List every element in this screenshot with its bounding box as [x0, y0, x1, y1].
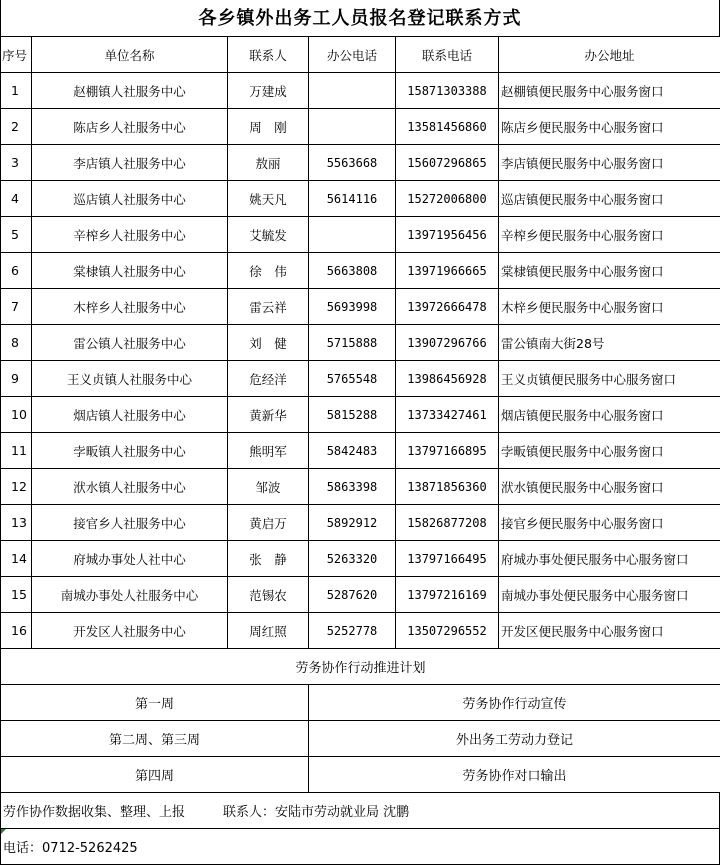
cell-office-phone[interactable]: 5863398	[309, 469, 396, 505]
cell-contact[interactable]: 敖丽	[228, 145, 309, 181]
cell-address[interactable]: 开发区便民服务中心服务窗口	[499, 613, 720, 649]
header-unit[interactable]: 单位名称	[32, 37, 228, 73]
cell-office-phone[interactable]: 5715888	[309, 325, 396, 361]
cell-unit[interactable]: 木梓乡人社服务中心	[32, 289, 228, 325]
cell-index[interactable]: 13	[1, 505, 32, 541]
cell-unit[interactable]: 巡店镇人社服务中心	[32, 181, 228, 217]
cell-index[interactable]: 1	[1, 73, 32, 109]
cell-address[interactable]: 雷公镇南大街28号	[499, 325, 720, 361]
table-row	[1, 541, 720, 577]
cell-contact[interactable]: 张 静	[228, 541, 309, 577]
cell-address[interactable]: 王义贞镇便民服务中心服务窗口	[499, 361, 720, 397]
footer-phone-row	[1, 829, 720, 865]
cell-mobile[interactable]: 15871303388	[396, 73, 499, 109]
comment-marker-icon	[1, 829, 6, 834]
table-row	[1, 253, 720, 289]
plan-week[interactable]: 第二周、第三周	[1, 721, 309, 757]
plan-table	[0, 648, 720, 793]
cell-office-phone[interactable]: 5693998	[309, 289, 396, 325]
header-index[interactable]: 序号	[1, 37, 32, 73]
header-row	[1, 37, 720, 73]
cell-index[interactable]: 4	[1, 181, 32, 217]
cell-contact[interactable]: 黄启万	[228, 505, 309, 541]
table-row	[1, 181, 720, 217]
cell-office-phone[interactable]: 5614116	[309, 181, 396, 217]
cell-unit[interactable]: 孛畈镇人社服务中心	[32, 433, 228, 469]
header-office-phone[interactable]: 办公电话	[309, 37, 396, 73]
cell-contact[interactable]: 姚天凡	[228, 181, 309, 217]
cell-mobile[interactable]: 13507296552	[396, 613, 499, 649]
contact-table	[0, 36, 720, 649]
cell-mobile[interactable]: 13797166895	[396, 433, 499, 469]
header-contact[interactable]: 联系人	[228, 37, 309, 73]
cell-contact[interactable]: 熊明军	[228, 433, 309, 469]
cell-unit[interactable]: 赵棚镇人社服务中心	[32, 73, 228, 109]
cell-unit[interactable]: 雷公镇人社服务中心	[32, 325, 228, 361]
footer-table	[0, 792, 720, 865]
plan-row	[1, 757, 720, 793]
cell-contact[interactable]: 黄新华	[228, 397, 309, 433]
cell-mobile[interactable]: 13971966665	[396, 253, 499, 289]
cell-contact[interactable]: 徐 伟	[228, 253, 309, 289]
plan-task[interactable]: 劳务协作行动宣传	[309, 685, 720, 721]
cell-address[interactable]: 李店镇便民服务中心服务窗口	[499, 145, 720, 181]
table-row	[1, 613, 720, 649]
cell-unit[interactable]: 府城办事处人社中心	[32, 541, 228, 577]
cell-contact[interactable]: 艾毓发	[228, 217, 309, 253]
cell-contact[interactable]: 雷云祥	[228, 289, 309, 325]
footer-contact: 联系人：安陆市劳动就业局 沈鹏	[223, 805, 410, 820]
cell-address[interactable]: 洑水镇便民服务中心服务窗口	[499, 469, 720, 505]
cell-address[interactable]: 接官乡便民服务中心服务窗口	[499, 505, 720, 541]
cell-unit[interactable]: 接官乡人社服务中心	[32, 505, 228, 541]
header-mobile[interactable]: 联系电话	[396, 37, 499, 73]
plan-week[interactable]: 第一周	[1, 685, 309, 721]
cell-address[interactable]: 辛榨乡便民服务中心服务窗口	[499, 217, 720, 253]
cell-index[interactable]: 10	[1, 397, 32, 433]
table-row	[1, 217, 720, 253]
cell-mobile[interactable]: 15826877208	[396, 505, 499, 541]
cell-office-phone[interactable]: 5663808	[309, 253, 396, 289]
table-row	[1, 361, 720, 397]
cell-unit[interactable]: 辛榨乡人社服务中心	[32, 217, 228, 253]
cell-mobile[interactable]: 13907296766	[396, 325, 499, 361]
footer-contact-row	[1, 793, 720, 829]
sheet-title: 各乡镇外出务工人员报名登记联系方式	[0, 0, 720, 36]
cell-address[interactable]: 陈店乡便民服务中心服务窗口	[499, 109, 720, 145]
cell-office-phone[interactable]: 5842483	[309, 433, 396, 469]
plan-task[interactable]: 外出务工劳动力登记	[309, 721, 720, 757]
cell-address[interactable]: 木梓乡便民服务中心服务窗口	[499, 289, 720, 325]
cell-contact[interactable]: 周 刚	[228, 109, 309, 145]
cell-index[interactable]: 16	[1, 613, 32, 649]
cell-mobile[interactable]: 13797216169	[396, 577, 499, 613]
cell-unit[interactable]: 棠棣镇人社服务中心	[32, 253, 228, 289]
table-row	[1, 73, 720, 109]
table-row	[1, 397, 720, 433]
table-row	[1, 505, 720, 541]
cell-address[interactable]: 赵棚镇便民服务中心服务窗口	[499, 73, 720, 109]
footer-contact-cell[interactable]	[1, 793, 720, 829]
cell-unit[interactable]: 李店镇人社服务中心	[32, 145, 228, 181]
cell-office-phone[interactable]: 5287620	[309, 577, 396, 613]
cell-mobile[interactable]: 15272006800	[396, 181, 499, 217]
cell-office-phone[interactable]	[309, 73, 396, 109]
cell-unit[interactable]: 南城办事处人社服务中心	[32, 577, 228, 613]
cell-index[interactable]: 15	[1, 577, 32, 613]
plan-task[interactable]: 劳务协作对口输出	[309, 757, 720, 793]
cell-index[interactable]: 12	[1, 469, 32, 505]
cell-contact[interactable]: 范锡农	[228, 577, 309, 613]
cell-index[interactable]: 3	[1, 145, 32, 181]
table-row	[1, 109, 720, 145]
cell-index[interactable]: 14	[1, 541, 32, 577]
footer-phone-cell[interactable]	[1, 829, 720, 865]
cell-unit[interactable]: 开发区人社服务中心	[32, 613, 228, 649]
table-row	[1, 325, 720, 361]
cell-mobile[interactable]: 13871856360	[396, 469, 499, 505]
cell-address[interactable]: 烟店镇便民服务中心服务窗口	[499, 397, 720, 433]
cell-address[interactable]: 府城办事处便民服务中心服务窗口	[499, 541, 720, 577]
header-address[interactable]: 办公地址	[499, 37, 720, 73]
cell-address[interactable]: 南城办事处便民服务中心服务窗口	[499, 577, 720, 613]
cell-index[interactable]: 11	[1, 433, 32, 469]
cell-mobile[interactable]: 15607296865	[396, 145, 499, 181]
table-row	[1, 469, 720, 505]
plan-row	[1, 685, 720, 721]
cell-office-phone[interactable]: 5892912	[309, 505, 396, 541]
cell-mobile[interactable]: 13986456928	[396, 361, 499, 397]
cell-address[interactable]: 孛畈镇便民服务中心服务窗口	[499, 433, 720, 469]
cell-unit[interactable]: 陈店乡人社服务中心	[32, 109, 228, 145]
table-row	[1, 289, 720, 325]
footer-data-task: 劳作协作数据收集、整理、上报	[3, 805, 186, 820]
cell-contact[interactable]: 周红照	[228, 613, 309, 649]
cell-index[interactable]: 9	[1, 361, 32, 397]
cell-index[interactable]: 6	[1, 253, 32, 289]
cell-office-phone[interactable]: 5815288	[309, 397, 396, 433]
cell-contact[interactable]: 刘 健	[228, 325, 309, 361]
cell-office-phone[interactable]	[309, 109, 396, 145]
cell-mobile[interactable]: 13972666478	[396, 289, 499, 325]
cell-mobile[interactable]: 13971956456	[396, 217, 499, 253]
cell-index[interactable]: 7	[1, 289, 32, 325]
cell-index[interactable]: 5	[1, 217, 32, 253]
cell-unit[interactable]: 王义贞镇人社服务中心	[32, 361, 228, 397]
cell-office-phone[interactable]: 5765548	[309, 361, 396, 397]
cell-contact[interactable]: 万建成	[228, 73, 309, 109]
cell-contact[interactable]: 邹波	[228, 469, 309, 505]
cell-address[interactable]: 棠棣镇便民服务中心服务窗口	[499, 253, 720, 289]
table-row	[1, 145, 720, 181]
cell-office-phone[interactable]: 5563668	[309, 145, 396, 181]
cell-index[interactable]: 2	[1, 109, 32, 145]
cell-contact[interactable]: 危经洋	[228, 361, 309, 397]
plan-row	[1, 721, 720, 757]
plan-title-row	[1, 649, 720, 685]
cell-office-phone[interactable]: 5252778	[309, 613, 396, 649]
cell-unit[interactable]: 烟店镇人社服务中心	[32, 397, 228, 433]
cell-mobile[interactable]: 13733427461	[396, 397, 499, 433]
footer-phone: 电话：0712-5262425	[3, 841, 138, 856]
plan-week[interactable]: 第四周	[1, 757, 309, 793]
table-row	[1, 577, 720, 613]
cell-mobile[interactable]: 13797166495	[396, 541, 499, 577]
cell-mobile[interactable]: 13581456860	[396, 109, 499, 145]
cell-office-phone[interactable]: 5263320	[309, 541, 396, 577]
plan-title[interactable]: 劳务协作行动推进计划	[1, 649, 720, 685]
cell-office-phone[interactable]	[309, 217, 396, 253]
cell-unit[interactable]: 洑水镇人社服务中心	[32, 469, 228, 505]
table-row	[1, 433, 720, 469]
cell-index[interactable]: 8	[1, 325, 32, 361]
cell-address[interactable]: 巡店镇便民服务中心服务窗口	[499, 181, 720, 217]
